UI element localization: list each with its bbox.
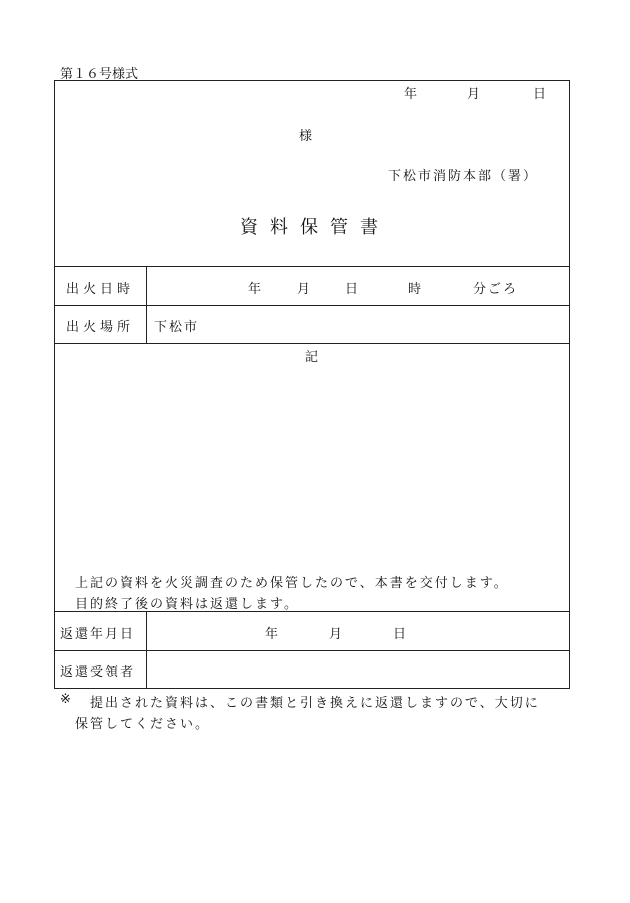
return-receiver-label: 返還受領者: [60, 665, 136, 680]
fire-date-label: 出火日時: [66, 282, 135, 297]
return-date-label: 返還年月日: [60, 627, 136, 642]
header-month: 月: [467, 87, 481, 102]
fire-date-day: 日: [345, 282, 359, 297]
divider-fire-date: [54, 305, 570, 306]
footnote-line2: 保管してください。: [75, 717, 211, 732]
header-year: 年: [404, 87, 418, 102]
record-note-line2: 目的終了後の資料は返還します。: [75, 597, 299, 612]
divider-header: [54, 266, 570, 267]
fire-place-label: 出火場所: [66, 320, 135, 335]
addressee-suffix: 様: [299, 129, 313, 144]
fire-date-minute: 分ごろ: [473, 282, 519, 297]
label-column-divider-top: [146, 266, 147, 343]
footnote-mark: ※: [60, 692, 71, 707]
label-column-divider-bottom: [146, 611, 147, 689]
return-date-year: 年: [265, 627, 279, 642]
fire-date-year: 年: [248, 282, 262, 297]
fire-date-month: 月: [297, 282, 311, 297]
footnote-line1: 提出された資料は、この書類と引き換えに返還しますので、大切に: [90, 696, 540, 711]
fire-date-hour: 時: [408, 282, 422, 297]
header-day: 日: [533, 87, 547, 102]
return-date-day: 日: [393, 627, 407, 642]
fire-place-value: 下松市: [154, 320, 200, 335]
record-note-line1: 上記の資料を火災調査のため保管したので、本書を交付します。: [75, 576, 509, 591]
divider-return-date: [54, 650, 570, 651]
record-heading: 記: [305, 350, 319, 365]
document-title: 資料保管書: [240, 217, 390, 238]
issuer: 下松市消防本部（署）: [388, 169, 539, 184]
divider-fire-place: [54, 343, 570, 344]
return-date-month: 月: [329, 627, 343, 642]
form-number: 第１６号様式: [60, 67, 139, 82]
